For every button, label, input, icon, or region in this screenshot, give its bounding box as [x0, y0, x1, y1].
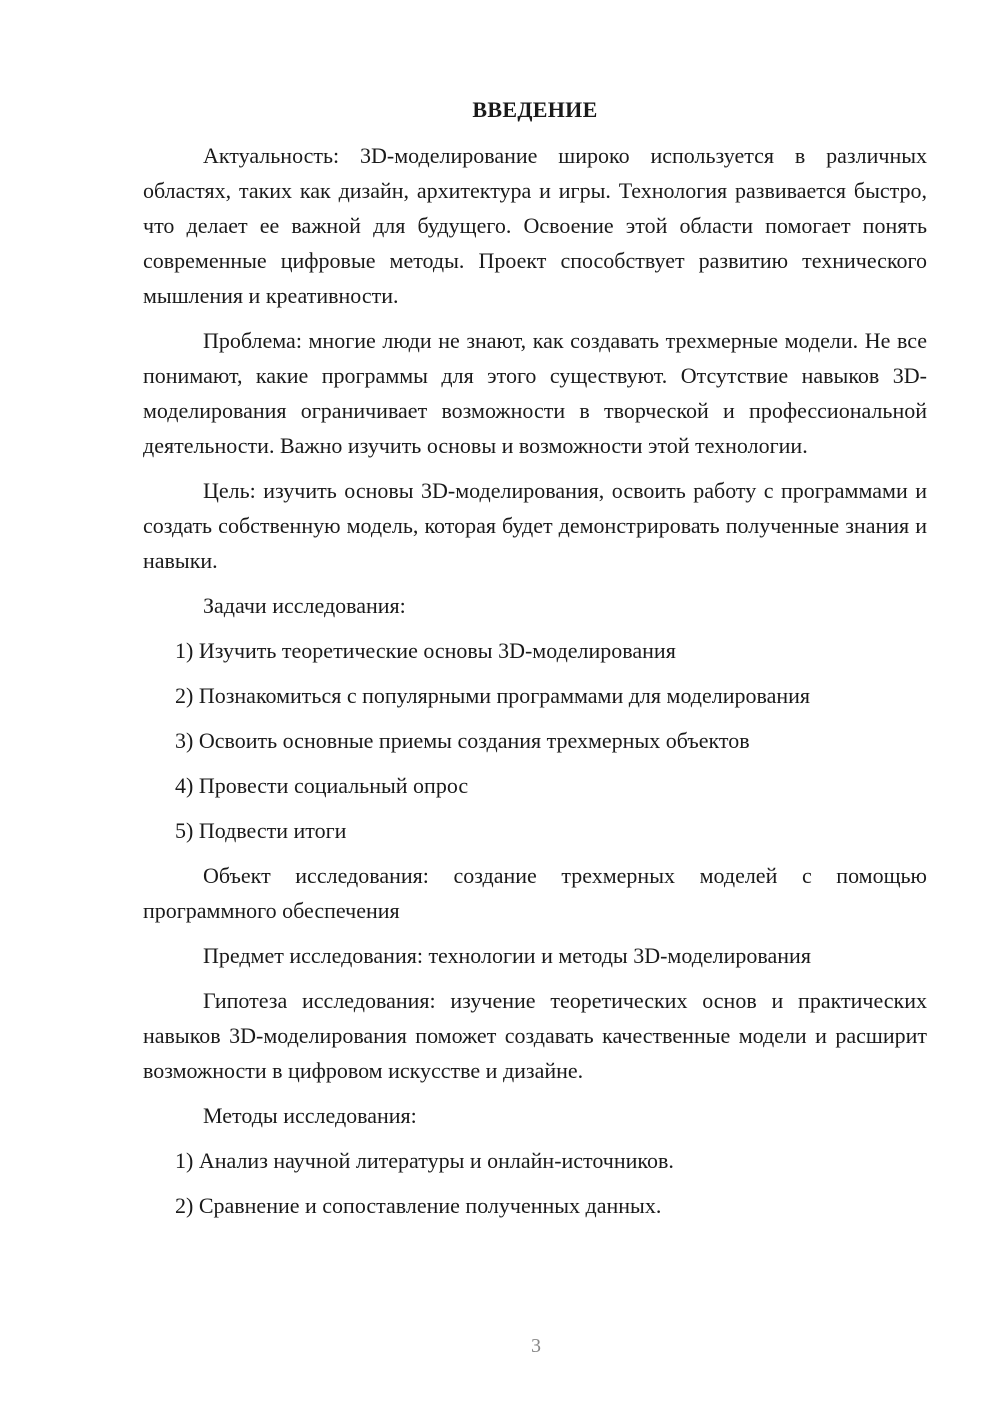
hypothesis-paragraph: Гипотеза исследования: изучение теоретических основ и практических навыков 3D-моделирования поможет создавать качественные модели и расширит возможности в цифровом искусстве и дизайне. — [143, 988, 927, 1083]
method-item: 2) Сравнение и сопоставление полученных данных. — [175, 1193, 662, 1218]
methods-heading: Методы исследования: — [203, 1103, 417, 1128]
relevance-paragraph: Актуальность: 3D-моделирование широко используется в различных областях, таких как дизайн, архитектура и игры. Технология развивается быстро, что делает ее важной для будущего. Освоение этой области помогает понять современные цифровые методы. Проект способствует развитию технического мышления и креативности. — [143, 143, 927, 308]
methods-list — [143, 1143, 927, 1223]
task-item: 3) Освоить основные приемы создания трехмерных объектов — [175, 728, 750, 753]
task-item: 5) Подвести итоги — [175, 818, 347, 843]
task-item: 4) Провести социальный опрос — [175, 773, 469, 798]
subject-paragraph: Предмет исследования: технологии и методы 3D-моделирования — [203, 943, 811, 968]
task-item: 1) Изучить теоретические основы 3D-моделирования — [175, 638, 676, 663]
tasks-list — [143, 633, 927, 848]
object-paragraph: Объект исследования: создание трехмерных моделей с помощью программного обеспечения — [143, 863, 927, 923]
task-item: 2) Познакомиться с популярными программами для моделирования — [175, 683, 811, 708]
page-content — [143, 92, 927, 1233]
problem-paragraph: Проблема: многие люди не знают, как создавать трехмерные модели. Не все понимают, какие программы для этого существуют. Отсутствие навыков 3D-моделирования ограничивает возможности в творческой и профессиональной деятельности. Важно изучить основы и возможности этой технологии. — [143, 328, 927, 458]
section-title: ВВЕДЕНИЕ — [472, 97, 598, 122]
method-item: 1) Анализ научной литературы и онлайн-источников. — [175, 1148, 674, 1173]
goal-paragraph: Цель: изучить основы 3D-моделирования, освоить работу с программами и создать собственную модель, которая будет демонстрировать полученные знания и навыки. — [143, 478, 927, 573]
page-number: 3 — [531, 1335, 541, 1357]
tasks-heading: Задачи исследования: — [203, 593, 406, 618]
